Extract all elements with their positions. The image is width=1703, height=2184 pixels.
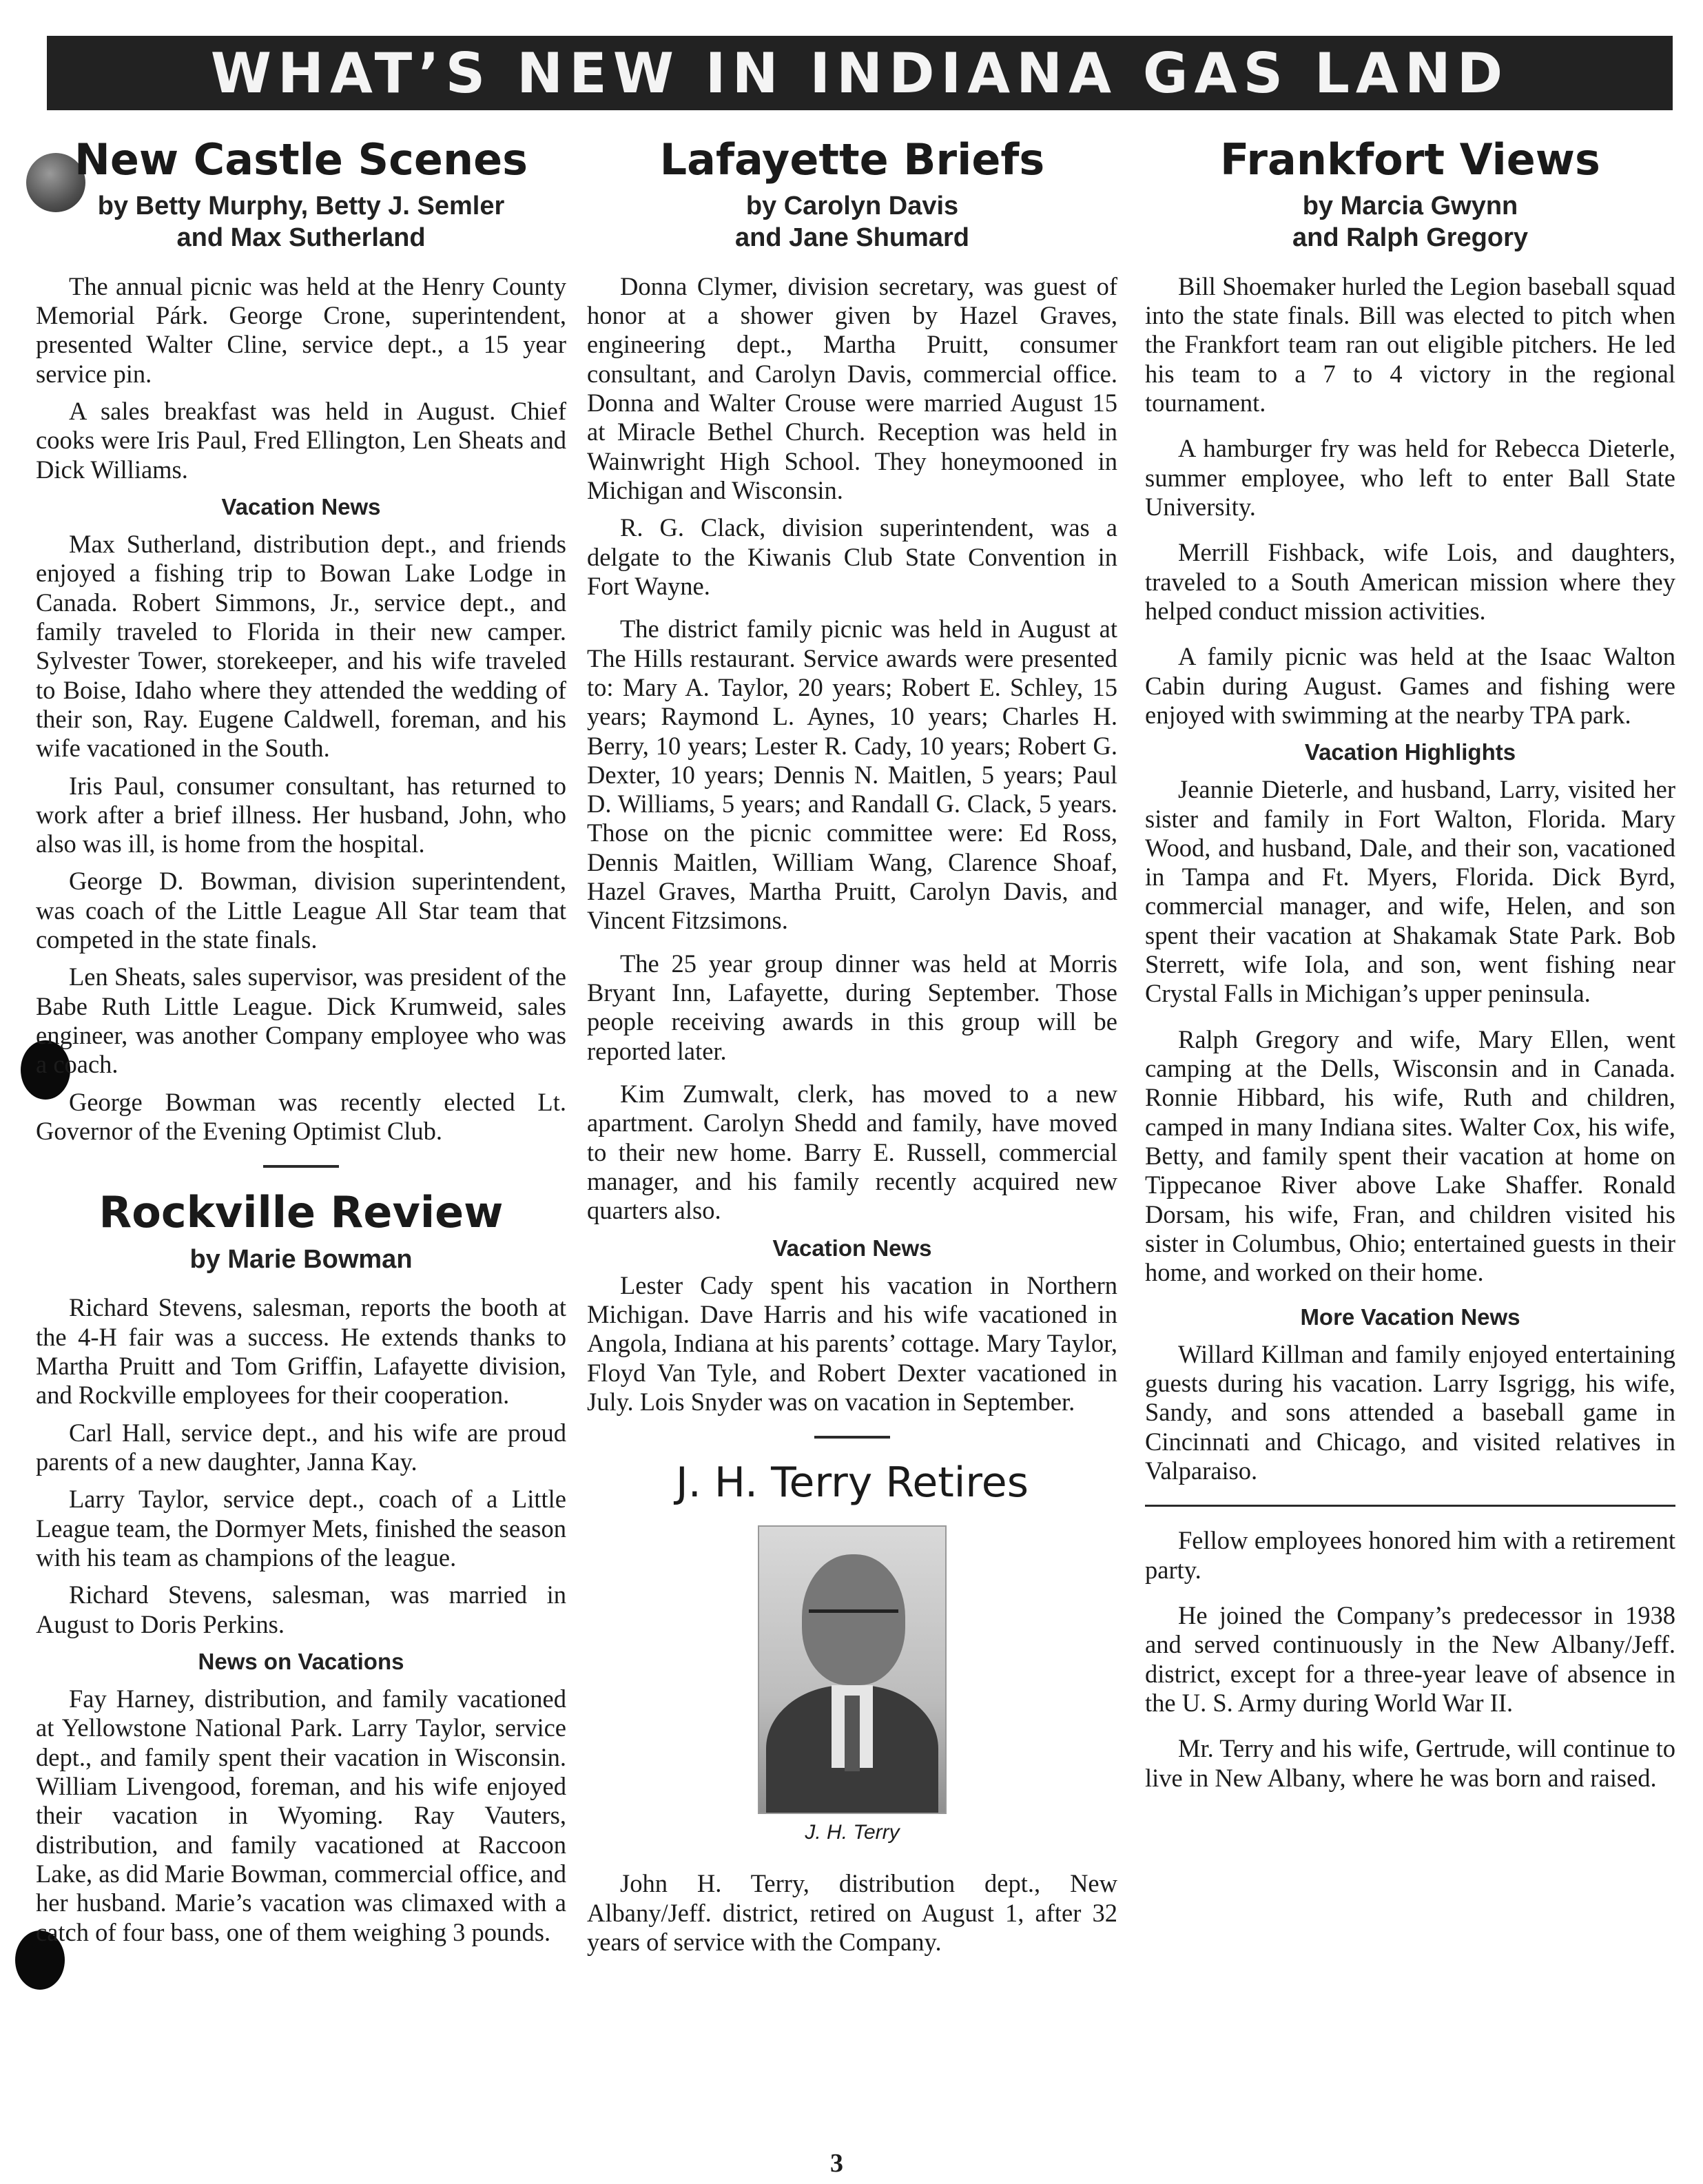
terry-paragraph: Mr. Terry and his wife, Gertrude, will continue to live in New Albany, where he was born and raised. xyxy=(1145,1734,1675,1792)
rockville-paragraph: Richard Stevens, salesman, reports the booth at the 4-H fair was a success. He extends thanks to Martha Pruitt and Tom Griffin, Lafayette division, and Rockville employees for their cooperation. xyxy=(36,1293,566,1410)
portrait-tie xyxy=(845,1696,860,1771)
new-castle-paragraph: George D. Bowman, division superintendent, was coach of the Little League All Star team that competed in the state finals. xyxy=(36,867,566,954)
terry-paragraph: John H. Terry, distribution dept., New Albany/Jeff. district, retired on August 1, after 32 years of service with the Company. xyxy=(587,1869,1117,1957)
section-divider xyxy=(814,1436,890,1439)
frankfort-byline-line2: and Ralph Gregory xyxy=(1292,223,1529,252)
column-left xyxy=(36,134,566,1955)
rockville-paragraph: Fay Harney, distribution, and family vacationed at Yellowstone National Park. Larry Taylor, service dept., and family spent their vacation in Wisconsin. William Livengood, foreman, and his wife enjoyed their vacation in Wyoming. Ray Vauters, distribution, and family vacationed at Raccoon Lake, as did Marie Bowman, commercial office, and her husband. Marie’s vacation was climaxed with a catch of four bass, one of them weighing 3 pounds. xyxy=(36,1685,566,1946)
portrait-glasses xyxy=(809,1609,898,1632)
terry-portrait-photo xyxy=(758,1525,947,1814)
frankfort-paragraph: Bill Shoemaker hurled the Legion baseball squad into the state finals. Bill was elected to pitch when the Frankfort team ran out eligible pitchers. He led his team to a 7 to 4 victory in the regional tournament. xyxy=(1145,271,1675,417)
terry-paragraph: Fellow employees honored him with a retirement party. xyxy=(1145,1526,1675,1584)
frankfort-paragraph: Ralph Gregory and wife, Mary Ellen, went camping at the Dells, Wisconsin and in Canada. Ronnie Hibbard, his wife, Ruth and children, camped in many Indiana sites. Walter Cox, his wife, Betty, and family spent their vacation at home on Tippecanoe River above Lake Shaffer. Ronald Dorsam, his wife, Fran, and children visited his sister in Columbus, Ohio; entertained guests in their home, and worked on their home. xyxy=(1145,1024,1675,1287)
lafayette-paragraph: Kim Zumwalt, clerk, has moved to a new apartment. Carolyn Shedd and family, have moved to their new home. Barry E. Russell, commercial manager, and his family recently acquired new quarters also. xyxy=(587,1080,1117,1225)
lafayette-paragraph: R. G. Clack, division superintendent, was a delgate to the Kiwanis Club State Convention in Fort Wayne. xyxy=(587,513,1117,600)
column-right xyxy=(1145,134,1675,1809)
lafayette-title: Lafayette Briefs xyxy=(659,134,1045,185)
terry-title: J. H. Terry Retires xyxy=(676,1459,1029,1507)
new-castle-title: New Castle Scenes xyxy=(74,134,528,185)
lafayette-paragraph: The district family picnic was held in August at The Hills restaurant. Service awards were presented to: Mary A. Taylor, 20 years; Robert E. Schley, 15 years; Raymond L. Aynes, 10 years; Charles H. Berry, 10 years; Lester R. Cady, 10 years; Robert G. Dexter, 10 years; Dennis N. Maitlen, 5 years; Paul D. Williams, 5 years; and Randall G. Clack, 5 years. Those on the picnic committee were: Ed Ross, Dennis Maitlen, William Wang, Clarence Shoaf, Hazel Graves, Martha Pruitt, Carolyn Davis, and Vincent Fitzsimons. xyxy=(587,615,1117,935)
rockville-subhead: News on Vacations xyxy=(198,1649,404,1675)
column-middle xyxy=(587,134,1117,1965)
frankfort-byline-line1: by Marcia Gwynn xyxy=(1302,192,1518,221)
frankfort-paragraph: Merrill Fishback, wife Lois, and daughters, traveled to a South American mission where they helped conduct mission activities. xyxy=(1145,538,1675,625)
lafayette-byline xyxy=(587,191,1117,254)
lafayette-paragraph: Lester Cady spent his vacation in Northern Michigan. Dave Harris and his wife vacationed in Angola, Indiana at his parents’ cottage. Mary Taylor, Floyd Van Tyle, and Robert Dexter vacationed in July. Lois Snyder was on vacation in September. xyxy=(587,1270,1117,1416)
rockville-paragraph: Carl Hall, service dept., and his wife are proud parents of a new daughter, Janna Kay. xyxy=(36,1418,566,1476)
terry-photo-caption: J. H. Terry xyxy=(805,1821,900,1844)
rockville-paragraph: Larry Taylor, service dept., coach of a Little League team, the Dormyer Mets, finished the season with his team as champions of the league. xyxy=(36,1485,566,1572)
frankfort-subhead: Vacation Highlights xyxy=(1304,739,1516,765)
rockville-title: Rockville Review xyxy=(99,1187,504,1238)
new-castle-byline-line2: and Max Sutherland xyxy=(176,223,426,252)
continuation-divider xyxy=(1145,1505,1675,1507)
lafayette-paragraph: The 25 year group dinner was held at Morris Bryant Inn, Lafayette, during September. Those people receiving awards in this group will be reported later. xyxy=(587,949,1117,1065)
new-castle-paragraph: A sales breakfast was held in August. Chief cooks were Iris Paul, Fred Ellington, Len Sheats and Dick Williams. xyxy=(36,396,566,484)
page-number: 3 xyxy=(830,2149,843,2178)
lafayette-byline-line1: by Carolyn Davis xyxy=(745,192,959,221)
rockville-byline: by Marie Bowman xyxy=(189,1244,413,1274)
new-castle-paragraph: George Bowman was recently elected Lt. Governor of the Evening Optimist Club. xyxy=(36,1087,566,1146)
frankfort-paragraph: A hamburger fry was held for Rebecca Dieterle, summer employee, who left to enter Ball State University. xyxy=(1145,434,1675,521)
frankfort-title: Frankfort Views xyxy=(1220,134,1600,185)
lafayette-subhead: Vacation News xyxy=(772,1235,932,1261)
page-banner: WHAT’S NEW IN INDIANA GAS LAND xyxy=(47,36,1673,110)
section-divider xyxy=(263,1165,339,1168)
frankfort-paragraph: Willard Killman and family enjoyed entertaining guests during his vacation. Larry Isgrigg, his wife, Sandy, and sons attended a baseball game in Cincinnati and Chicago, and visited relatives in Valparaiso. xyxy=(1145,1339,1675,1485)
new-castle-paragraph: The annual picnic was held at the Henry County Memorial Párk. George Crone, superintendent, presented Walter Cline, service dept., a 15 year service pin. xyxy=(36,271,566,388)
new-castle-byline-line1: by Betty Murphy, Betty J. Semler xyxy=(97,192,505,221)
new-castle-byline xyxy=(36,191,566,254)
frankfort-subhead: More Vacation News xyxy=(1300,1304,1520,1330)
new-castle-paragraph: Iris Paul, consumer consultant, has returned to work after a brief illness. Her husband, John, who also was ill, is home from the hospital. xyxy=(36,771,566,858)
rockville-paragraph: Richard Stevens, salesman, was married in August to Doris Perkins. xyxy=(36,1580,566,1638)
terry-paragraph: He joined the Company’s predecessor in 1938 and served continuously in the New Albany/Jeff. district, except for a three-year leave of absence in the U. S. Army during World War II. xyxy=(1145,1601,1675,1718)
frankfort-paragraph: Jeannie Dieterle, and husband, Larry, visited her sister and family in Fort Walton, Florida. Mary Wood, and husband, Dale, and their son, vacationed in Tampa and Ft. Myers, Florida. Dick Byrd, commercial manager, and wife, Helen, and son spent their vacation at Shakamak State Park. Bob Sterrett, wife Iola, and son, went fishing near Crystal Falls in Michigan’s upper peninsula. xyxy=(1145,775,1675,1008)
new-castle-paragraph: Max Sutherland, distribution dept., and friends enjoyed a fishing trip to Bowan Lake Lodge in Canada. Robert Simmons, Jr., service dept., and family traveled to Florida in their new camper. Sylvester Tower, storekeeper, and his wife traveled to Boise, Idaho where they attended the wedding of their son, Ray. Eugene Caldwell, foreman, and his wife vacationed in the South. xyxy=(36,529,566,763)
lafayette-paragraph: Donna Clymer, division secretary, was guest of honor at a shower given by Hazel Graves, engineering dept., Martha Pruitt, consumer consultant, and Carolyn Davis, commercial office. Donna and Walter Crouse were married August 15 at Miracle Bethel Church. Reception was held in Wainwright High School. They honeymooned in Michigan and Wisconsin. xyxy=(587,271,1117,504)
lafayette-byline-line2: and Jane Shumard xyxy=(735,223,969,252)
new-castle-paragraph: Len Sheats, sales supervisor, was president of the Babe Ruth Little League. Dick Krumweid, sales engineer, was another Company employee who was a coach. xyxy=(36,962,566,1079)
frankfort-byline xyxy=(1145,191,1675,254)
frankfort-paragraph: A family picnic was held at the Isaac Walton Cabin during August. Games and fishing were enjoyed with swimming at the nearby TPA park. xyxy=(1145,642,1675,729)
new-castle-subhead: Vacation News xyxy=(221,493,381,519)
